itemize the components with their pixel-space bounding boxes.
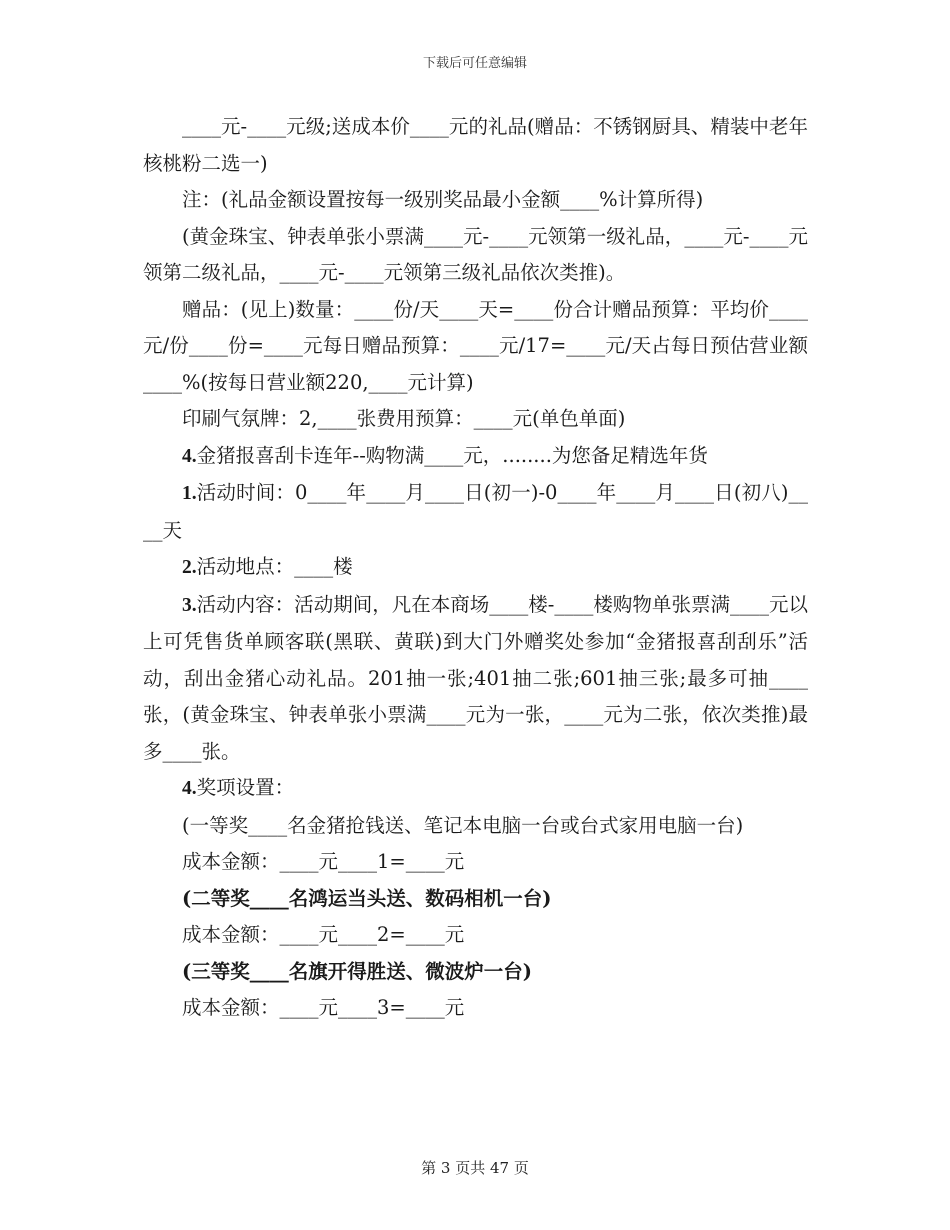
numbered-item bbox=[143, 475, 808, 549]
paragraph-text: 成本金额：____元____3=____元 bbox=[182, 996, 465, 1019]
paragraph-text: 印刷气氛牌：2,____张费用预算：____元(单色单面) bbox=[182, 407, 626, 430]
paragraph-text: 活动地点：____楼 bbox=[196, 555, 353, 578]
cost-line bbox=[143, 917, 808, 954]
paragraph-text: (黄金珠宝、钟表单张小票满____元-____元领第一级礼品，____元-____元领第二级礼品，____元-____元领第三级礼品依次类推)。 bbox=[143, 224, 808, 284]
paragraph-text: 注：(礼品金额设置按每一级别奖品最小金额____%计算所得) bbox=[182, 188, 704, 211]
paragraph bbox=[143, 182, 808, 219]
document-body bbox=[143, 109, 808, 1027]
paragraph-text: 奖项设置： bbox=[196, 776, 295, 799]
page-header: 下载后可任意编辑 bbox=[422, 56, 527, 71]
item-number: 1. bbox=[182, 483, 197, 504]
paragraph bbox=[143, 292, 808, 402]
paragraph-text: 成本金额：____元____1=____元 bbox=[182, 850, 465, 873]
paragraph-text: 成本金额：____元____2=____元 bbox=[182, 923, 465, 946]
paragraph-text: 活动时间：0____年____月____日(初一)-0____年____月____日(初八)____天 bbox=[143, 481, 808, 542]
paragraph-text: (一等奖____名金猪抢钱送、笔记本电脑一台或台式家用电脑一台) bbox=[182, 813, 744, 837]
item-number: 2. bbox=[182, 557, 197, 578]
cost-line bbox=[143, 990, 808, 1027]
paragraph-text: 活动内容：活动期间，凡在本商场____楼-____楼购物单张票满____元以上可凭售货单顾客联(黑联、黄联)到大门外赠奖处参加“金猪报喜刮刮乐”活动，刮出金猪心动礼品。201抽一张;401抽二张;601抽三张;最多可抽____张，(黄金珠宝、钟表单张小票满____元为一张，____元为二张，依次类推)最多____张。 bbox=[143, 592, 808, 763]
prize-line bbox=[143, 881, 808, 918]
numbered-item bbox=[143, 587, 808, 771]
paragraph-text: 赠品：(见上)数量：____份/天____天=____份合计赠品预算：平均价____元/份____份=____元每日赠品预算：____元/17=____元/天占每日预估营业额____%(按每日营业额220,____元计算) bbox=[143, 297, 808, 394]
item-number: 4. bbox=[182, 778, 197, 799]
section-heading bbox=[143, 438, 808, 476]
page-footer: 第 3 页共 47 页 bbox=[421, 1159, 529, 1177]
paragraph bbox=[143, 219, 808, 292]
item-number: 3. bbox=[182, 594, 197, 616]
numbered-item bbox=[143, 549, 808, 587]
paragraph-text: (三等奖____名旗开得胜送、微波炉一台) bbox=[182, 959, 532, 983]
paragraph-text: ____元-____元级;送成本价____元的礼品(赠品：不锈钢厨具、精装中老年核桃粉二选一) bbox=[143, 115, 808, 175]
paragraph bbox=[143, 109, 808, 182]
prize-line bbox=[143, 954, 808, 991]
prize-line bbox=[143, 808, 808, 845]
paragraph bbox=[143, 401, 808, 438]
paragraph-text: (二等奖____名鸿运当头送、数码相机一台) bbox=[182, 886, 552, 910]
section-number: 4. bbox=[182, 445, 197, 467]
paragraph-text: 金猪报喜刮卡连年--购物满____元，........为您备足精选年货 bbox=[196, 443, 708, 467]
cost-line bbox=[143, 844, 808, 881]
numbered-item bbox=[143, 770, 808, 808]
